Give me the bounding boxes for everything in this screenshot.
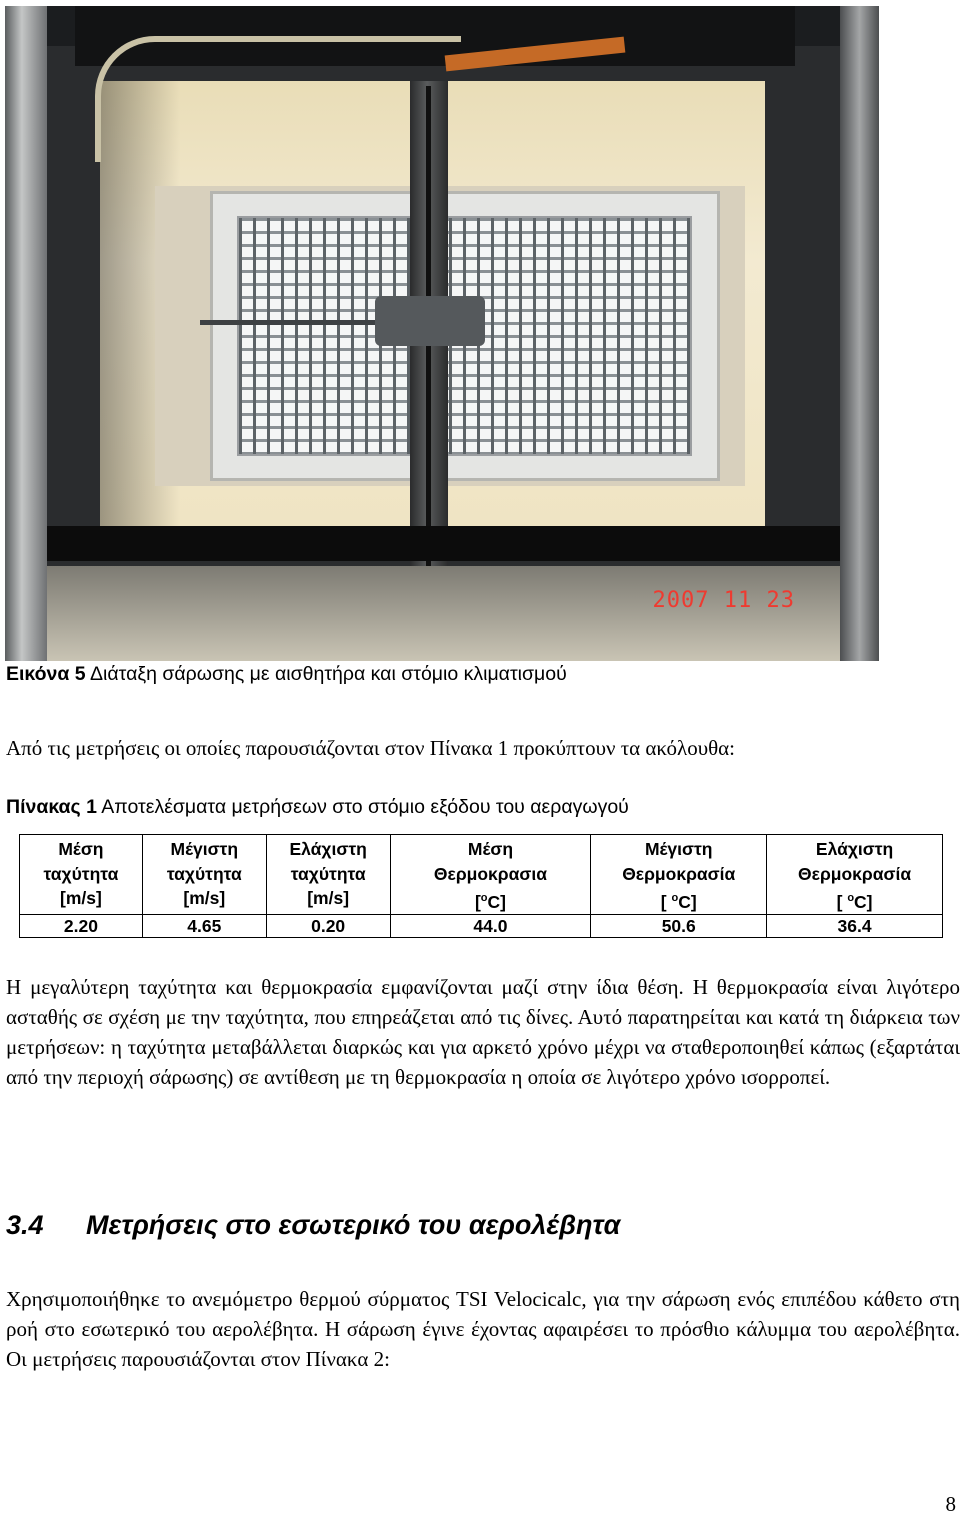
page-number: 8 — [945, 1492, 956, 1516]
measurement-setup-photo — [5, 6, 879, 661]
results-table — [19, 834, 943, 938]
header-min-velocity: Ελάχιστη ταχύτητα [m/s] — [266, 835, 390, 915]
table-header-row — [20, 835, 943, 915]
intro-sentence: Από τις μετρήσεις οι οποίες παρουσιάζονται στον Πίνακα 1 προκύπτουν τα ακόλουθα: — [6, 736, 736, 760]
results-paragraph: Η μεγαλύτερη ταχύτητα και θερμοκρασία εμφανίζονται μαζί στην ίδια θέση. Η θερμοκρασία είναι λιγότερο ασταθής σε σχέση με την ταχύτητα, που επηρεάζεται από τις δίνες. Αυτό παρατηρείται και κατά τη διάρκεια των μετρήσεων: η ταχύτητα μεταβάλλεται διαρκώς και για αρκετό χρόνο μέχρι να σταθεροποιηθεί κάπως (εξαρτάται από την περιοχή σάρωσης) σε αντίθεση με τη θερμοκρασία η οποία σε λιγότερο χρόνο ισορροπεί. — [6, 975, 960, 1089]
table-cell: 44.0 — [390, 915, 591, 938]
photo-bottom-bar — [35, 526, 845, 561]
figure-caption — [6, 663, 567, 686]
table-cell: 2.20 — [20, 915, 143, 938]
header-avg-temperature: Μέση Θερμοκρασια [$^o$C] — [390, 835, 591, 915]
table-caption-label: Πίνακας 1 — [6, 796, 97, 818]
section-heading — [6, 1210, 620, 1241]
photo-left-rack — [5, 6, 47, 661]
header-max-temperature: Μέγιστη Θερμοκρασία [ $^o$C] — [591, 835, 767, 915]
photo-sensor-carriage — [375, 296, 485, 346]
photo-cable — [95, 36, 461, 162]
table-row — [20, 915, 943, 938]
figure-caption-text: Διάταξη σάρωσης με αισθητήρα και στόμιο κλιματισμού — [85, 663, 567, 685]
photo-probe — [200, 320, 380, 325]
table-caption-text: Αποτελέσματα μετρήσεων στο στόμιο εξόδου του αεραγωγού — [96, 796, 629, 818]
table-cell: 0.20 — [266, 915, 390, 938]
photo-floor — [45, 566, 845, 661]
header-avg-velocity: Μέση ταχύτητα [m/s] — [20, 835, 143, 915]
table-caption — [6, 796, 629, 819]
header-min-temperature: Ελάχιστη Θερμοκρασία [ $^o$C] — [767, 835, 943, 915]
photo-right-rack — [840, 6, 879, 661]
figure-caption-label: Εικόνα 5 — [6, 663, 86, 685]
header-max-velocity: Μέγιστη ταχύτητα [m/s] — [142, 835, 266, 915]
photo-date-stamp: 2007 11 23 — [652, 588, 795, 613]
section-title: Μετρήσεις στο εσωτερικό του αερολέβητα — [86, 1210, 621, 1240]
section-number: 3.4 — [6, 1210, 44, 1240]
table-cell: 4.65 — [142, 915, 266, 938]
table-cell: 36.4 — [767, 915, 943, 938]
table-cell: 50.6 — [591, 915, 767, 938]
section-paragraph: Χρησιμοποιήθηκε το ανεμόμετρο θερμού σύρματος TSI Velocicalc, για την σάρωση ενός επιπέδου κάθετο στη ροή στο εσωτερικό του αερολέβητα. Η σάρωση έγινε έχοντας αφαιρέσει το πρόσθιο κάλυμμα του αερολέβητα. Οι μετρήσεις παρουσιάζονται στον Πίνακα 2: — [6, 1287, 960, 1371]
